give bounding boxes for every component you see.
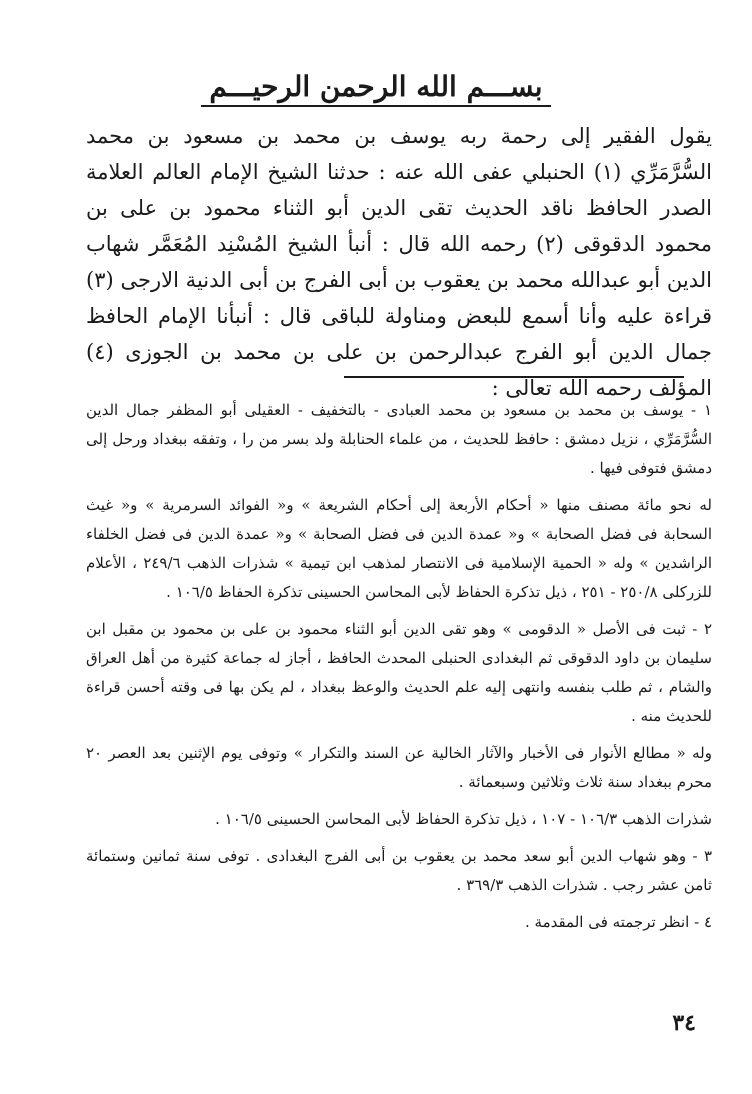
basmala-text: بســـم الله الرحمن الرحيـــم [201,70,550,107]
main-paragraph: يقول الفقير إلى رحمة ربه يوسف بن محمد بن مسعود بن محمد السُّرَّمَرِّي (١) الحنبلي عفى الله عنه : حدثنا الشيخ الإمام العالم العلامة الصدر الحافظ ناقد الحديث تقى الدين أبو الثناء محمود بن على بن محمود الدقوقى (٢) رحمه الله قال : أنبأ الشيخ المُسْنِد المُعَمَّر شهاب الدين أبو عبدالله محمد بن يعقوب بن أبى الفرج بن أبى الدنية الارجى (٣) قراءة عليه وأنا أسمع للبعض ومناولة للباقى قال : أنبأنا الإمام الحافظ جمال الدين أبو الفرج عبدالرحمن بن على بن محمد بن الجوزى (٤) المؤلف رحمه الله تعالى : [86,124,712,400]
footnote-1: ١ - يوسف بن محمد بن مسعود بن محمد العبادى - بالتخفيف - العقيلى أبو المظفر جمال الدين السُّرَّمَرِّي ، نزيل دمشق : حافظ للحديث ، من علماء الحنابلة ولد بسر من را ، وتفقه ببغداد ورحل إلى دمشق فتوفى فيها . [86,401,712,477]
basmala-heading [0,70,752,107]
footnote-2-works: وله « مطالع الأنوار فى الأخبار والآثار الخالية عن السند والتكرار » وتوفى يوم الإثنين بعد العصر ٢٠ محرم ببغداد سنة ثلاث وثلاثين وسبعمائة . [86,744,712,791]
footnote-1-continued: له نحو مائة مصنف منها « أحكام الأربعة إلى أحكام الشريعة » و« الفوائد السرمرية » و« غيث السحابة فى فضل الصحابة » و« عمدة الدين فى فضل الصحابة » و« عمدة الدين فى فضل الخلفاء الراشدين » وله « الحمية الإسلامية فى الانتصار لمذهب ابن تيمية » شذرات الذهب ٢٤٩/٦ ، الأعلام للزركلى ٢٥٠/٨ - ٢٥١ ، ذيل تذكرة الحفاظ لأبى المحاسن الحسينى تذكرة الحفاظ ١٠٦/٥ . [86,496,712,601]
footnote-2-sources: شذرات الذهب ١٠٦/٣ - ١٠٧ ، ذيل تذكرة الحفاظ لأبى المحاسن الحسينى ١٠٦/٥ . [215,810,712,828]
footnotes-block [86,396,712,945]
footnote-2: ٢ - ثبت فى الأصل « الدقومى » وهو تقى الدين أبو الثناء محمود بن على بن محمود بن مقبل ابن سليمان بن داود الدقوقى ثم البغدادى الحنبلى المحدث الحافظ ، أجاز له جماعة كثيرة من أهل العراق والشام ، ثم طلب بنفسه وانتهى إليه علم الحديث والوعظ ببغداد ، لم يكن بها فى وقته أحسن قراءة للحديث منه . [86,620,712,725]
main-text-block [86,118,712,406]
footnote-4: ٤ - انظر ترجمته فى المقدمة . [524,913,712,931]
page-number: ٣٤ [672,1010,696,1036]
footnote-separator [344,376,684,378]
footnote-3: ٣ - وهو شهاب الدين أبو سعد محمد بن يعقوب بن أبى الفرج البغدادى . توفى سنة ثمانين وستمائة ثامن عشر رجب . شذرات الذهب ٣٦٩/٣ . [86,847,712,894]
